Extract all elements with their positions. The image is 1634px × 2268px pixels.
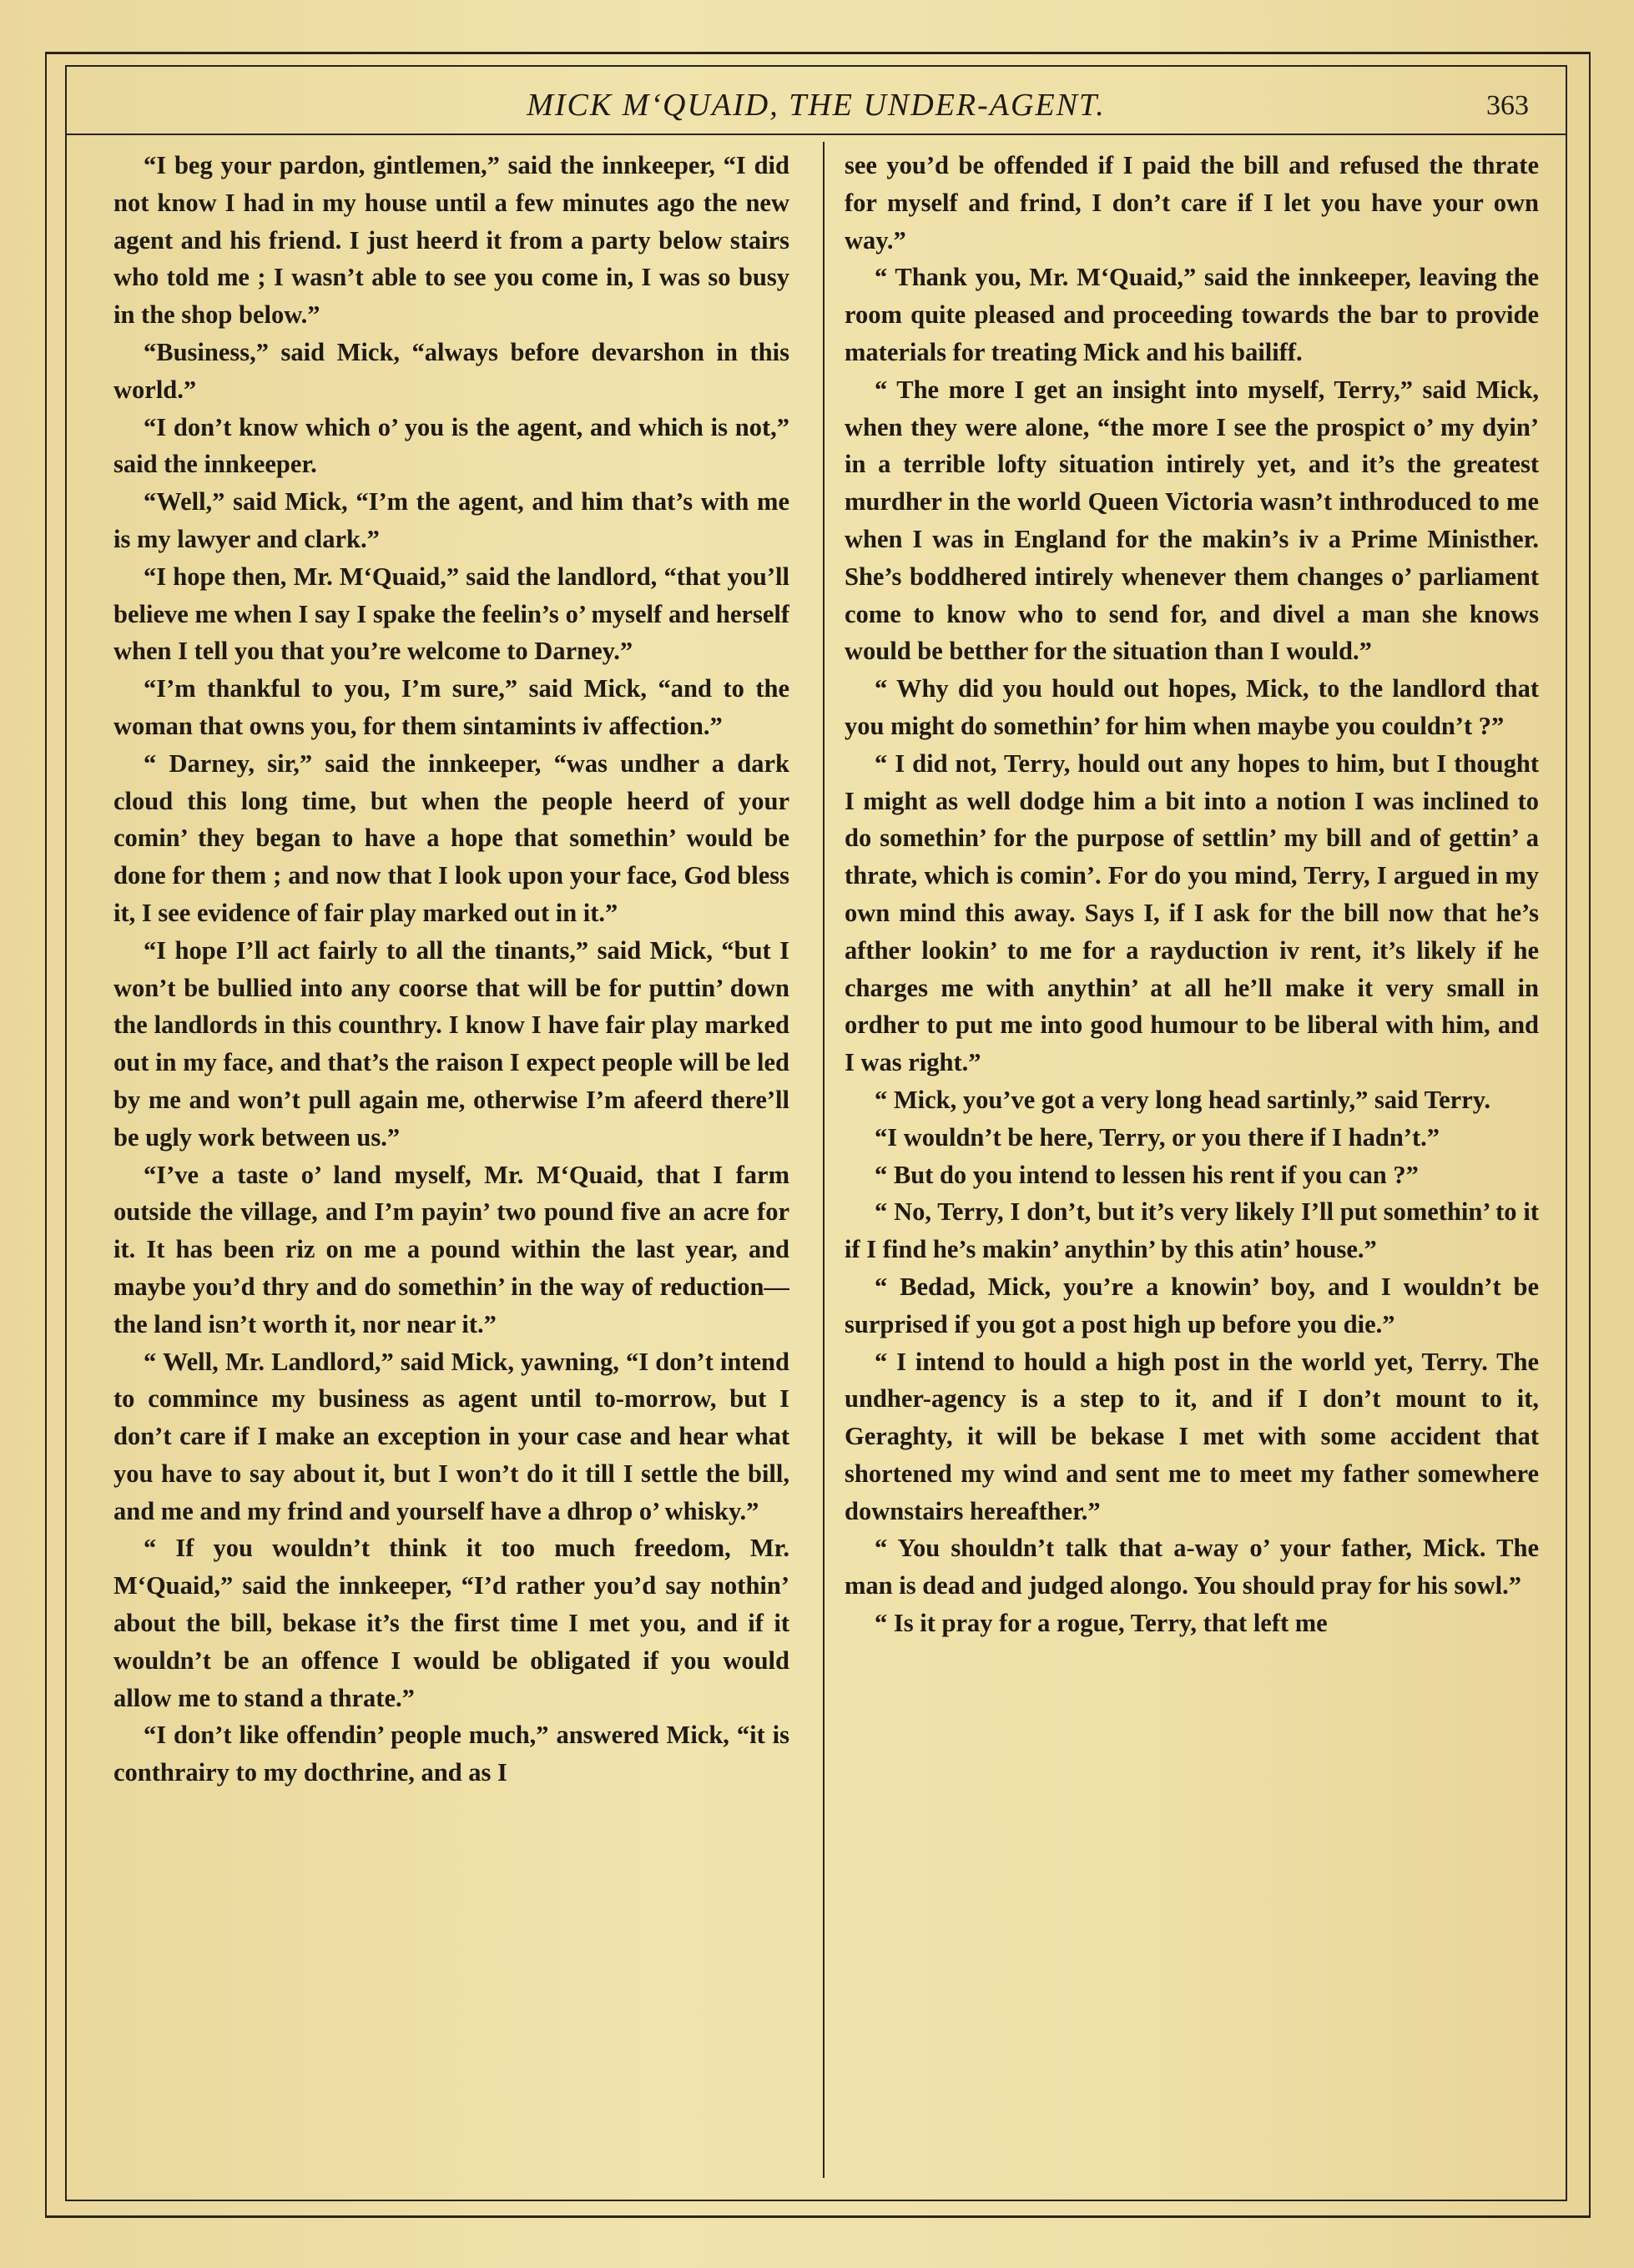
paragraph-continued: see you’d be offended if I paid the bill and refused the thrate for myself and frind, I don’t care if I let you have your own way.” xyxy=(845,151,1539,255)
paragraph: “ Is it pray for a rogue, Terry, that left me xyxy=(875,1609,1328,1638)
header-rule xyxy=(67,134,1566,135)
paragraph: “ Mick, you’ve got a very long head sartinly,” said Terry. xyxy=(875,1085,1490,1114)
paragraph: “ You shouldn’t talk that a-way o’ your father, Mick. The man is dead and judged alongo. You should pray for his sowl.” xyxy=(845,1534,1539,1600)
column-divider xyxy=(823,142,825,2178)
page-number: 363 xyxy=(1486,90,1529,121)
paragraph: “ But do you intend to lessen his rent if you can ?” xyxy=(875,1160,1419,1189)
paragraph: “Business,” said Mick, “always before devarshon in this world.” xyxy=(113,337,789,404)
paragraph: “ The more I get an insight into myself, Terry,” said Mick, when they were alone, “the more I see the prospict o’ my dyin’ in a terrible lofty situation intirely yet, and it’s the greatest murdher in the world Queen Victoria wasn’t inthroduced to me when I was in England for the makin’s iv a Prime Ministher. She’s boddhered intirely whenever them changes o’ parliament come to know who to send for, and divel a man she knows would be betther for the situation than I would.” xyxy=(845,375,1539,666)
paragraph: “ I intend to hould a high post in the world yet, Terry. The undher-agency is a step to it, and if I don’t mount to it, Geraghty, it will be bekase I met with some accident that shortened my wind and sent me to meet my father somewhere downstairs hereafther.” xyxy=(845,1347,1539,1525)
paragraph: “ Darney, sir,” said the innkeeper, “was undher a dark cloud this long time, but when the people heerd of your comin’ they began to have a hope that somethin’ would be done for them ; and now that I look upon your face, God bless it, I see evidence of fair play marked out in it.” xyxy=(113,748,789,927)
page-header xyxy=(67,80,1566,130)
paragraph: “ Why did you hould out hopes, Mick, to the landlord that you might do somethin’ for him when maybe you couldn’t ?” xyxy=(845,674,1539,740)
paragraph: “ I did not, Terry, hould out any hopes to him, but I thought I might as well dodge him a bit into a notion I was inclined to do somethin’ for the purpose of settlin’ my bill and of gettin’ a thrate, which is comin’. For do you mind, Terry, I argued in my own mind this away. Says I, if I ask for the bill now that he’s afther lookin’ to me for a rayduction iv rent, it’s likely if he charges me with anythin’ at all he’ll make it very small in ordher to put me into good humour to be liberal with him, and I was right.” xyxy=(845,748,1539,1077)
paragraph: “I hope I’ll act fairly to all the tinants,” said Mick, “but I won’t be bullied into any coorse that will be for puttin’ down the landlords in this counthry. I know I have fair play marked out in my face, and that’s the raison I expect people will be led by me and won’t pull again me, otherwise I’m afeerd there’ll be ugly work between us.” xyxy=(113,935,789,1152)
paragraph: “Well,” said Mick, “I’m the agent, and him that’s with me is my lawyer and clark.” xyxy=(113,487,789,553)
paragraph: “I’ve a taste o’ land myself, Mr. M‘Quaid, that I farm outside the village, and I’m payin’ two pound five an acre for it. It has been riz on me a pound within the last year, and maybe you’d thry and do somethin’ in the way of reduction—the land isn’t worth it, nor near it.” xyxy=(113,1160,789,1338)
paragraph: “I don’t know which o’ you is the agent, and which is not,” said the innkeeper. xyxy=(113,412,789,479)
paragraph: “ If you wouldn’t think it too much freedom, Mr. M‘Quaid,” said the innkeeper, “I’d rather you’d say nothin’ about the bill, bekase it’s the first time I met you, and if it wouldn’t be an offence I would be obligated if you would allow me to stand a thrate.” xyxy=(113,1534,789,1712)
paragraph: “ Well, Mr. Landlord,” said Mick, yawning, “I don’t intend to commince my business as agent until to-morrow, but I don’t care if I make an exception in your case and hear what you have to say about it, but I won’t do it till I settle the bill, and me and my frind and yourself have a dhrop o’ whisky.” xyxy=(113,1347,789,1525)
paragraph: “I’m thankful to you, I’m sure,” said Mick, “and to the woman that owns you, for them sintamints iv affection.” xyxy=(113,674,789,740)
paragraph: “ Bedad, Mick, you’re a knowin’ boy, and I wouldn’t be surprised if you got a post high up before you die.” xyxy=(845,1272,1539,1338)
paragraph: “I wouldn’t be here, Terry, or you there if I hadn’t.” xyxy=(875,1122,1440,1152)
paragraph: “ No, Terry, I don’t, but it’s very likely I’ll put somethin’ to it if I find he’s makin’ anythin’ by this atin’ house.” xyxy=(845,1197,1539,1264)
paragraph: “ Thank you, Mr. M‘Quaid,” said the innkeeper, leaving the room quite pleased and proceeding towards the bar to provide materials for treating Mick and his bailiff. xyxy=(845,263,1539,366)
paragraph: “I don’t like offendin’ people much,” answered Mick, “it is conthrairy to my docthrine, and as I xyxy=(113,1721,789,1787)
paragraph: “I beg your pardon, gintlemen,” said the innkeeper, “I did not know I had in my house until a few minutes ago the new agent and his friend. I just heerd it from a party below stairs who told me ; I wasn’t able to see you come in, I was so busy in the shop below.” xyxy=(113,151,789,330)
right-column xyxy=(845,147,1539,2175)
running-title: MICK M‘QUAID, THE UNDER-AGENT. xyxy=(527,88,1106,123)
paragraph: “I hope then, Mr. M‘Quaid,” said the landlord, “that you’ll believe me when I say I spake the feelin’s o’ myself and herself when I tell you that you’re welcome to Darney.” xyxy=(113,562,789,666)
left-column xyxy=(113,147,789,2175)
